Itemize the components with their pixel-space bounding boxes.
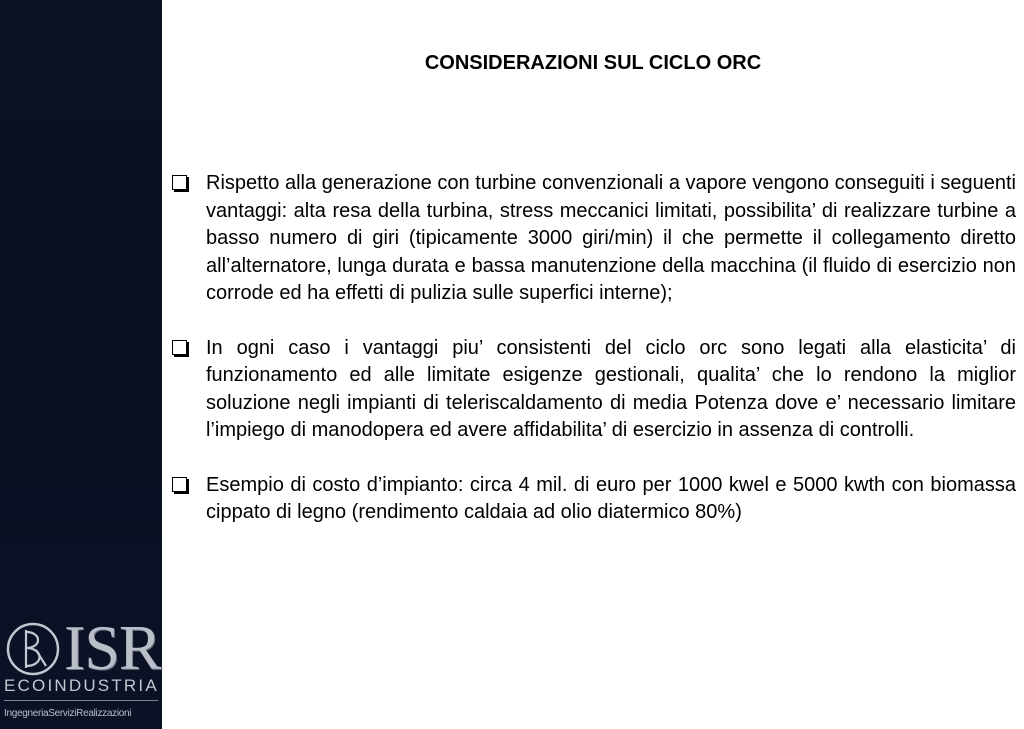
bullet-item bbox=[172, 335, 1016, 445]
logo-tagline: IngegneriaServiziRealizzazioni bbox=[4, 708, 132, 719]
checkbox-bullet-icon bbox=[172, 477, 187, 492]
logo-brand: ISR bbox=[64, 612, 161, 683]
company-logo bbox=[0, 612, 162, 729]
bullet-item bbox=[172, 170, 1016, 308]
slide-title: CONSIDERAZIONI SUL CICLO ORC bbox=[424, 52, 762, 74]
bullet-text: In ogni caso i vantaggi piu’ consistenti del ciclo orc sono legati alla elasticita’ di funzionamento ed alle limitate esigenze gestionali, qualita’ che lo rendono la miglior soluzione negli impianti di teleriscaldamento di media Potenza dove e’ necessario limitare l’impiego di manodopera ed avere affidabilita’ di esercizio in assenza di controlli. bbox=[206, 336, 1016, 441]
checkbox-bullet-icon bbox=[172, 175, 187, 190]
logo-divider bbox=[4, 700, 158, 701]
sidebar bbox=[0, 0, 162, 729]
bullet-text: Esempio di costo d’impianto: circa 4 mil. di euro per 1000 kwel e 5000 kwth con biomassa cippato di legno (rendimento caldaia ad olio diatermico 80%) bbox=[206, 473, 1016, 523]
checkbox-bullet-icon bbox=[172, 340, 187, 355]
bullet-item bbox=[172, 472, 1016, 527]
bullet-list bbox=[172, 170, 1016, 554]
bullet-text: Rispetto alla generazione con turbine convenzionali a vapore vengono conseguiti i seguenti vantaggi: alta resa della turbina, stress meccanici limitati, possibilita’ di realizzare turbine a basso numero di giri (tipicamente 3000 giri/min) il che permette il collegamento diretto all’alternatore, lunga durata e bassa manutenzione della macchina (il fluido di esercizio non corrode ed ha effetti di pulizia sulle superfici interne); bbox=[206, 172, 1016, 304]
logo-subtitle: ECOINDUSTRIA bbox=[4, 676, 159, 695]
isr-monogram-icon bbox=[4, 616, 62, 682]
